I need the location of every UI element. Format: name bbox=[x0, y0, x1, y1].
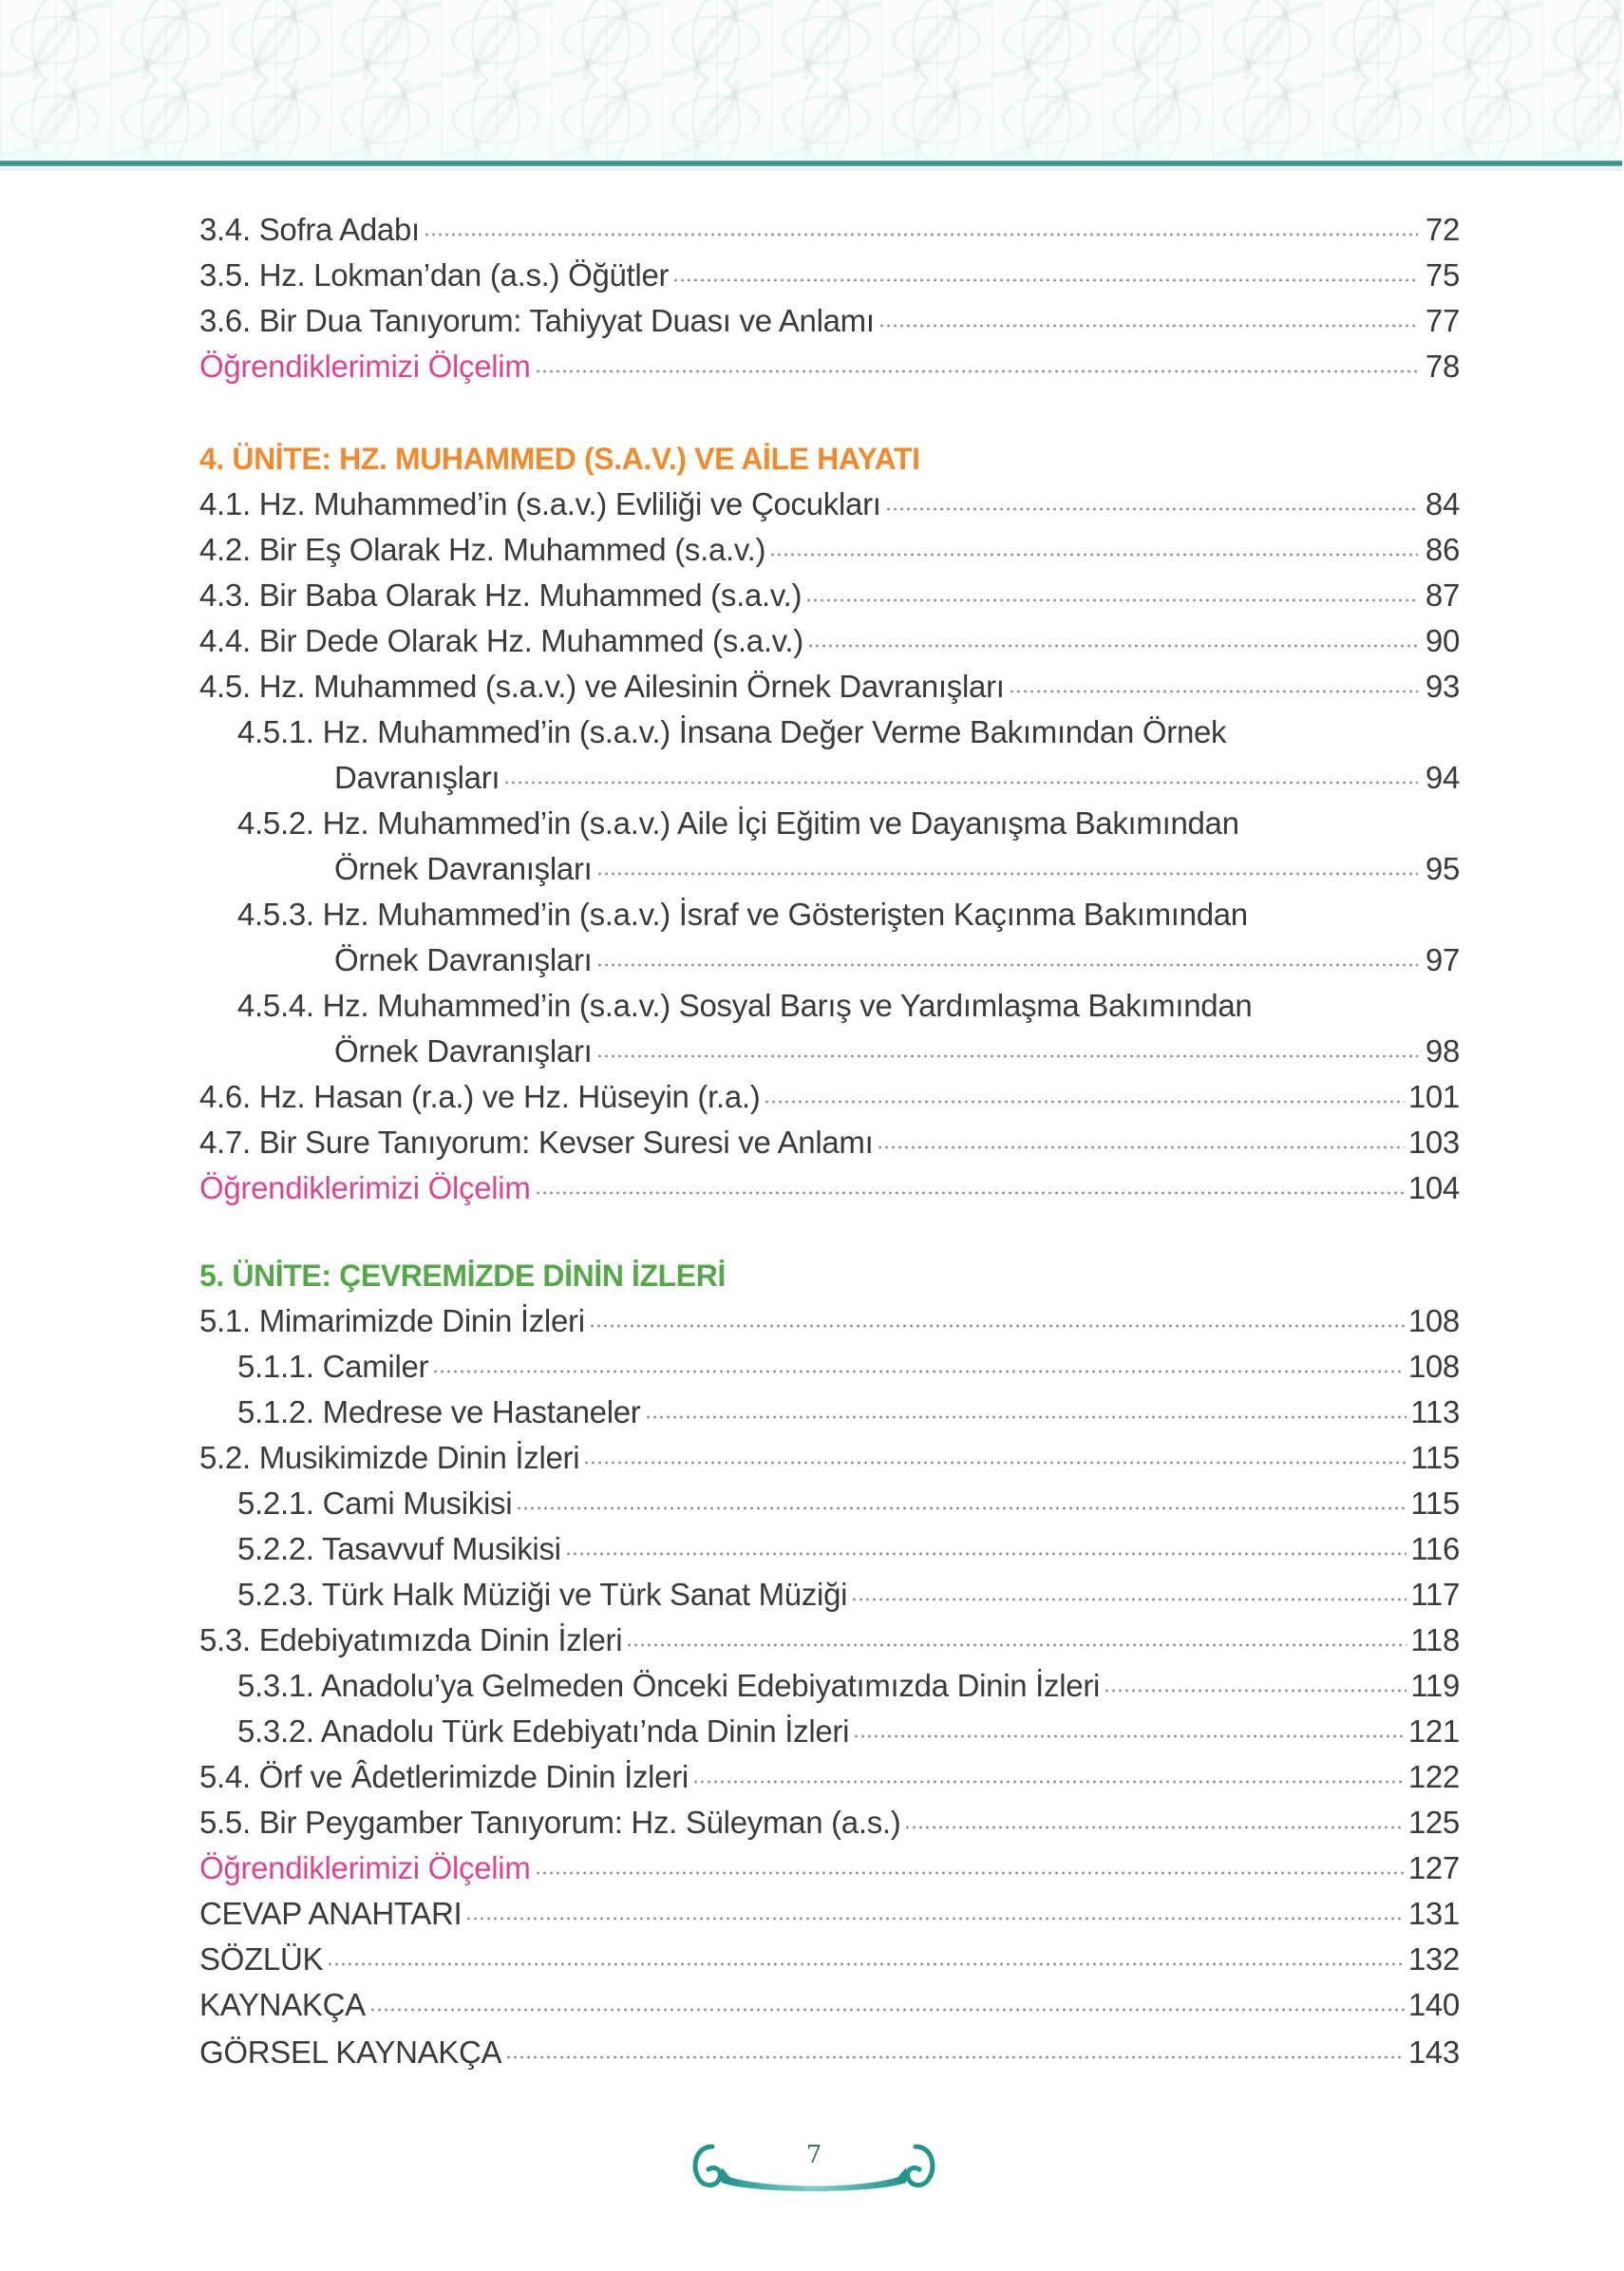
toc-entry-page: 84 bbox=[1425, 486, 1460, 521]
toc-entry-label: 4.2. Bir Eş Olarak Hz. Muhammed (s.a.v.) bbox=[199, 532, 766, 567]
toc-entry[interactable] bbox=[199, 527, 1460, 573]
toc-subentry-continuation[interactable] bbox=[334, 755, 1460, 801]
toc-entry-label: 5.3.1. Anadolu’ya Gelmeden Önceki Edebiyatımızda Dinin İzleri bbox=[237, 1668, 1101, 1703]
toc-entry[interactable] bbox=[199, 1435, 1460, 1481]
toc-entry-label: 4.7. Bir Sure Tanıyorum: Kevser Suresi ve Anlamı bbox=[199, 1125, 874, 1160]
toc-entry-label: 4.5.1. Hz. Muhammed’in (s.a.v.) İnsana Değer Verme Bakımından Örnek bbox=[237, 714, 1227, 749]
toc-entry-page: 108 bbox=[1407, 1303, 1460, 1338]
toc-entry-page: 90 bbox=[1425, 623, 1460, 658]
toc-entry-label: 4.6. Hz. Hasan (r.a.) ve Hz. Hüseyin (r.a.) bbox=[199, 1079, 761, 1114]
dot-leader bbox=[807, 644, 1418, 648]
toc-subentry[interactable] bbox=[237, 710, 1460, 755]
dot-leader bbox=[424, 233, 1418, 237]
header-rule bbox=[0, 161, 1622, 166]
toc-entry-page: 121 bbox=[1407, 1713, 1460, 1749]
dot-leader bbox=[764, 1100, 1404, 1104]
toc-subentry[interactable] bbox=[237, 1390, 1460, 1435]
toc-entry-page: 77 bbox=[1425, 303, 1460, 338]
toc-entry-page: 140 bbox=[1407, 1987, 1460, 2022]
toc-entry-page: 94 bbox=[1425, 760, 1460, 795]
dot-leader bbox=[596, 872, 1418, 876]
toc-entry-page: 86 bbox=[1425, 532, 1460, 567]
toc-entry-label: 5.1.2. Medrese ve Hastaneler bbox=[237, 1394, 641, 1429]
toc-entry[interactable] bbox=[199, 253, 1460, 298]
toc-entry-label: 5.5. Bir Peygamber Tanıyorum: Hz. Süleyman (a.s.) bbox=[199, 1805, 901, 1840]
toc-subentry-continuation[interactable] bbox=[334, 937, 1460, 983]
toc-subentry[interactable] bbox=[237, 1572, 1460, 1618]
dot-leader bbox=[878, 324, 1418, 328]
toc-subentry[interactable] bbox=[237, 801, 1460, 846]
toc-entry-page: 78 bbox=[1425, 349, 1460, 384]
toc-entry-answer-key[interactable] bbox=[199, 1891, 1460, 1937]
toc-entry-label: 5.2.3. Türk Halk Müziği ve Türk Sanat Müziği bbox=[237, 1577, 848, 1612]
dot-leader bbox=[1104, 1689, 1407, 1693]
dot-leader bbox=[583, 1461, 1407, 1465]
toc-entry-label: 3.5. Hz. Lokman’dan (a.s.) Öğütler bbox=[199, 257, 670, 293]
page-number-ornament bbox=[686, 2139, 942, 2194]
toc-entry-label: 5.4. Örf ve Âdetlerimizde Dinin İzleri bbox=[199, 1759, 689, 1794]
toc-entry[interactable] bbox=[199, 1120, 1460, 1165]
toc-subentry[interactable] bbox=[237, 1663, 1460, 1709]
dot-leader bbox=[432, 1370, 1405, 1373]
toc-entry-label: CEVAP ANAHTARI bbox=[199, 1896, 463, 1931]
toc-entry-label: GÖRSEL KAYNAKÇA bbox=[199, 2034, 502, 2070]
toc-entry-page: 125 bbox=[1407, 1805, 1460, 1840]
toc-entry-label: 5.2. Musikimizde Dinin İzleri bbox=[199, 1440, 580, 1475]
dot-leader bbox=[769, 553, 1418, 557]
toc-entry[interactable] bbox=[199, 1800, 1460, 1845]
toc-entry-label: SÖZLÜK bbox=[199, 1941, 324, 1977]
dot-leader bbox=[565, 1552, 1407, 1556]
toc-entry-assessment[interactable] bbox=[199, 1845, 1460, 1891]
toc-entry-label-cont: Örnek Davranışları bbox=[334, 851, 593, 886]
toc-subentry-continuation[interactable] bbox=[334, 846, 1460, 892]
toc-entry-label: 4.3. Bir Baba Olarak Hz. Muhammed (s.a.v.) bbox=[199, 577, 803, 613]
toc-entry-page: 131 bbox=[1407, 1896, 1460, 1931]
toc-entry-page: 132 bbox=[1407, 1941, 1460, 1977]
toc-subentry[interactable] bbox=[237, 1481, 1460, 1526]
toc-entry-page: 75 bbox=[1425, 257, 1460, 293]
toc-entry-page: 87 bbox=[1425, 577, 1460, 613]
dot-leader bbox=[851, 1598, 1407, 1601]
toc-entry-label: 5.2.2. Tasavvuf Musikisi bbox=[237, 1531, 561, 1566]
toc-entry-page: 115 bbox=[1410, 1486, 1460, 1521]
toc-entry-label: 5.3. Edebiyatımızda Dinin İzleri bbox=[199, 1622, 623, 1657]
toc-entry-label: Öğrendiklerimizi Ölçelim bbox=[199, 349, 531, 384]
toc-entry-assessment[interactable] bbox=[199, 344, 1460, 389]
toc-entry-glossary[interactable] bbox=[199, 1937, 1460, 1982]
toc-entry-label: 4.5.3. Hz. Muhammed’in (s.a.v.) İsraf ve Gösterişten Kaçınma Bakımından bbox=[237, 897, 1248, 932]
toc-entry[interactable] bbox=[199, 298, 1460, 344]
toc-subentry[interactable] bbox=[237, 1344, 1460, 1390]
toc-entry-label: 3.6. Bir Dua Tanıyorum: Tahiyyat Duası ve Anlamı bbox=[199, 303, 875, 338]
toc-entry-assessment[interactable] bbox=[199, 1165, 1460, 1211]
toc-subentry[interactable] bbox=[237, 983, 1460, 1029]
toc-entry-label: 4.5.2. Hz. Muhammed’in (s.a.v.) Aile İçi Eğitim ve Dayanışma Bakımından bbox=[237, 805, 1239, 841]
dot-leader bbox=[626, 1643, 1407, 1647]
toc-entry-page: 115 bbox=[1410, 1440, 1460, 1475]
toc-entry[interactable] bbox=[199, 664, 1460, 710]
toc-entry-label: 3.4. Sofra Adabı bbox=[199, 212, 420, 247]
dot-leader bbox=[535, 1871, 1405, 1875]
toc-entry[interactable] bbox=[199, 207, 1460, 253]
toc-entry-label-cont: Örnek Davranışları bbox=[334, 942, 593, 977]
toc-entry-page: 116 bbox=[1410, 1531, 1460, 1566]
toc-entry[interactable] bbox=[199, 573, 1460, 618]
header-fade bbox=[0, 114, 1622, 160]
dot-leader bbox=[503, 781, 1418, 785]
dot-leader bbox=[805, 598, 1418, 602]
toc-entry-page: 104 bbox=[1407, 1170, 1460, 1205]
dot-leader bbox=[645, 1415, 1407, 1419]
dot-leader bbox=[505, 2055, 1405, 2059]
toc-entry[interactable] bbox=[199, 1074, 1460, 1120]
dot-leader bbox=[535, 1191, 1405, 1195]
dot-leader bbox=[885, 507, 1418, 511]
dot-leader bbox=[535, 369, 1418, 373]
toc-entry-label: 5.2.1. Cami Musikisi bbox=[237, 1486, 513, 1521]
toc-subentry-continuation[interactable] bbox=[334, 1029, 1460, 1074]
dot-leader bbox=[904, 1826, 1404, 1829]
toc-entry-page: 119 bbox=[1410, 1668, 1460, 1703]
dot-leader bbox=[877, 1145, 1404, 1149]
toc-entry-label: Öğrendiklerimizi Ölçelim bbox=[199, 1170, 531, 1205]
dot-leader bbox=[465, 1917, 1404, 1921]
toc-entry[interactable] bbox=[199, 1754, 1460, 1800]
toc-entry-label: KAYNAKÇA bbox=[199, 1987, 366, 2022]
dot-leader bbox=[672, 278, 1418, 282]
toc-entry-image-credits[interactable] bbox=[199, 2030, 1460, 2075]
header-rule-accent bbox=[0, 168, 1622, 171]
toc-entry-label: 4.4. Bir Dede Olarak Hz. Muhammed (s.a.v.) bbox=[199, 623, 803, 658]
dot-leader bbox=[516, 1506, 1407, 1510]
toc-entry-page: 117 bbox=[1410, 1577, 1460, 1612]
toc-subentry[interactable] bbox=[237, 1709, 1460, 1754]
toc-entry-page: 103 bbox=[1407, 1125, 1460, 1160]
toc-entry-page: 118 bbox=[1410, 1622, 1460, 1657]
toc-entry[interactable] bbox=[199, 1298, 1460, 1344]
toc-entry-page: 108 bbox=[1407, 1349, 1460, 1384]
unit-5-heading: 5. ÜNİTE: ÇEVREMİZDE DİNİN İZLERİ bbox=[199, 1258, 726, 1293]
toc-entry-page: 97 bbox=[1425, 942, 1460, 977]
toc-entry-label: 5.1. Mimarimizde Dinin İzleri bbox=[199, 1303, 585, 1338]
toc-entry-label: Öğrendiklerimizi Ölçelim bbox=[199, 1850, 531, 1885]
toc-entry-page: 143 bbox=[1407, 2034, 1460, 2070]
toc-entry-page: 72 bbox=[1425, 212, 1460, 247]
toc-entry-label-cont: Örnek Davranışları bbox=[334, 1033, 593, 1069]
toc-entry-page: 93 bbox=[1425, 669, 1460, 704]
toc-entry[interactable] bbox=[199, 618, 1460, 664]
toc-entry-label: 4.5.4. Hz. Muhammed’in (s.a.v.) Sosyal Barış ve Yardımlaşma Bakımından bbox=[237, 988, 1253, 1023]
toc-entry-bibliography[interactable] bbox=[199, 1982, 1460, 2028]
toc-subentry[interactable] bbox=[237, 892, 1460, 937]
toc-entry-page: 113 bbox=[1410, 1394, 1460, 1429]
toc-subentry[interactable] bbox=[237, 1526, 1460, 1572]
dot-leader bbox=[596, 963, 1418, 967]
toc-entry-page: 95 bbox=[1425, 851, 1460, 886]
dot-leader bbox=[589, 1324, 1405, 1328]
toc-entry-page: 127 bbox=[1407, 1850, 1460, 1885]
dot-leader bbox=[327, 1962, 1405, 1966]
dot-leader bbox=[596, 1054, 1418, 1058]
toc-entry-label-cont: Davranışları bbox=[334, 760, 500, 795]
dot-leader bbox=[1009, 690, 1418, 693]
toc-entry-label: 4.1. Hz. Muhammed’in (s.a.v.) Evliliği ve Çocukları bbox=[199, 486, 881, 521]
unit-4-heading: 4. ÜNİTE: HZ. MUHAMMED (S.A.V.) VE AİLE HAYATI bbox=[199, 441, 920, 476]
toc-entry-page: 101 bbox=[1407, 1079, 1460, 1114]
toc-entry[interactable] bbox=[199, 1618, 1460, 1663]
dot-leader bbox=[853, 1734, 1405, 1738]
toc-entry-label: 5.3.2. Anadolu Türk Edebiyatı’nda Dinin İzleri bbox=[237, 1713, 850, 1749]
toc-entry-label: 4.5. Hz. Muhammed (s.a.v.) ve Ailesinin Örnek Davranışları bbox=[199, 669, 1005, 704]
toc-entry-label: 5.1.1. Camiler bbox=[237, 1349, 429, 1384]
toc-entry-page: 122 bbox=[1407, 1759, 1460, 1794]
page-number: 7 bbox=[805, 2141, 822, 2169]
toc-entry-page: 98 bbox=[1425, 1033, 1460, 1069]
dot-leader bbox=[692, 1780, 1405, 1784]
toc-entry[interactable] bbox=[199, 482, 1460, 527]
dot-leader bbox=[369, 2008, 1405, 2012]
